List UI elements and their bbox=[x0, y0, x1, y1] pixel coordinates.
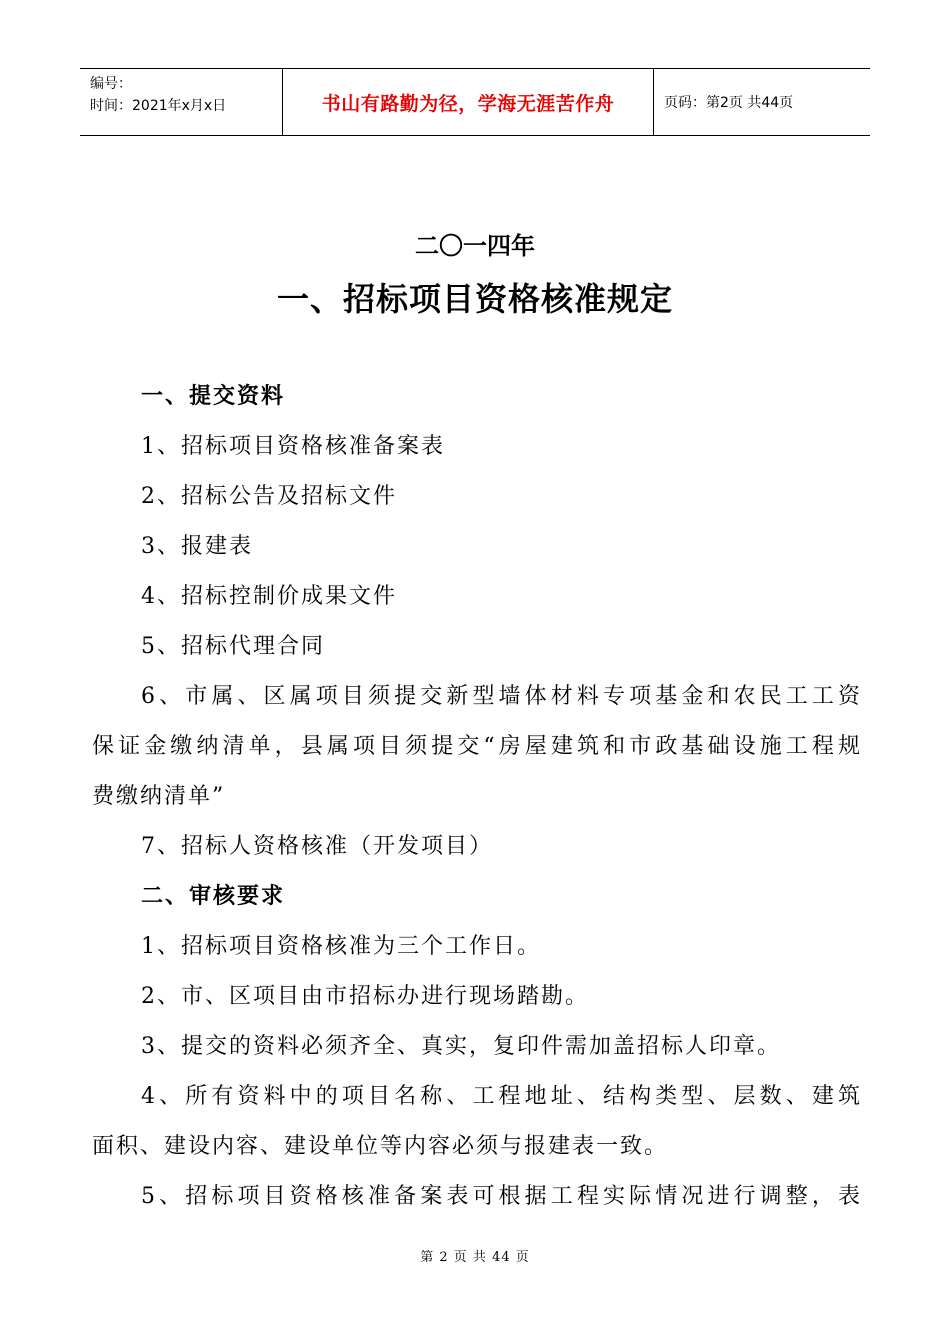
page-title: 一、招标项目资格核准规定 bbox=[276, 280, 673, 318]
list-item: 1、招标项目资格核准为三个工作日。 bbox=[141, 934, 541, 959]
list-item: 3、报建表 bbox=[141, 534, 253, 559]
page-info-text: 页码：第2页 共44页 bbox=[664, 95, 794, 111]
list-item: 3、提交的资料必须齐全、真实，复印件需加盖招标人印章。 bbox=[141, 1034, 781, 1059]
page-header bbox=[80, 68, 870, 136]
list-item: 5、招标项目资格核准备案表可根据工程实际情况进行调整，表 bbox=[141, 1184, 860, 1209]
document-date: 时间：2021年x月x日 bbox=[90, 98, 227, 114]
header-motto-cell bbox=[282, 69, 654, 135]
list-item: 2、招标公告及招标文件 bbox=[141, 484, 397, 509]
document-body bbox=[92, 372, 860, 1222]
list-item-continuation: 保证金缴纳清单，县属项目须提交“房屋建筑和市政基础设施工程规 bbox=[92, 734, 860, 759]
page-footer: 第 2 页 共 44 页 bbox=[420, 1250, 530, 1265]
list-item: 6、市属、区属项目须提交新型墙体材料专项基金和农民工工资 bbox=[141, 684, 860, 709]
list-item-continuation: 面积、建设内容、建设单位等内容必须与报建表一致。 bbox=[92, 1134, 669, 1159]
year-heading: 二〇一四年 bbox=[415, 232, 535, 260]
document-number-label: 编号： bbox=[90, 76, 132, 92]
list-item: 1、招标项目资格核准备案表 bbox=[141, 434, 445, 459]
header-meta bbox=[80, 69, 282, 135]
list-item: 2、市、区项目由市招标办进行现场踏勘。 bbox=[141, 984, 589, 1009]
list-item: 5、招标代理合同 bbox=[141, 634, 325, 659]
list-item-continuation: 费缴纳清单” bbox=[92, 784, 226, 809]
section-heading-review: 二、审核要求 bbox=[141, 884, 286, 909]
list-item: 7、招标人资格核准（开发项目） bbox=[141, 834, 493, 859]
section-heading-submit: 一、提交资料 bbox=[141, 384, 286, 409]
motto-text: 书山有路勤为径，学海无涯苦作舟 bbox=[321, 92, 615, 115]
list-item: 4、招标控制价成果文件 bbox=[141, 584, 397, 609]
header-page-info bbox=[654, 69, 870, 135]
list-item: 4、所有资料中的项目名称、工程地址、结构类型、层数、建筑 bbox=[141, 1084, 860, 1109]
